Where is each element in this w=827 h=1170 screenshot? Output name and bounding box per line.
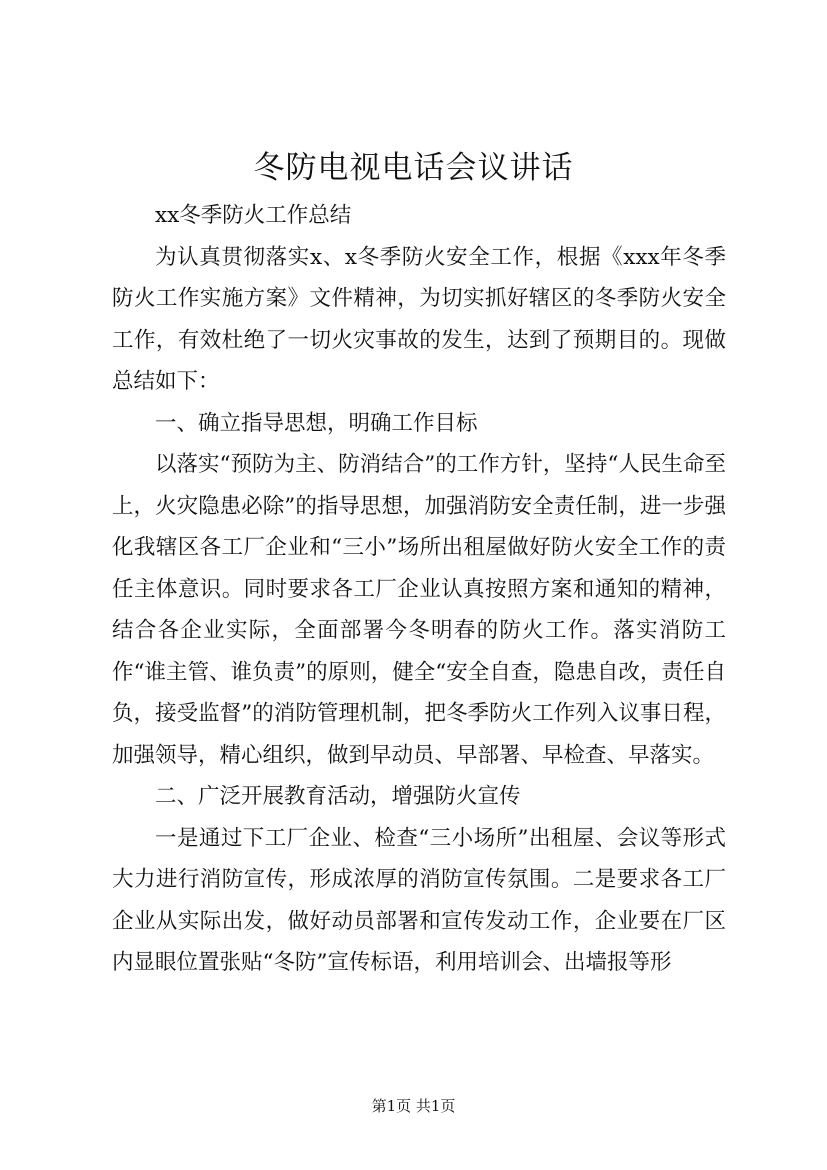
paragraph-intro: 为认真贯彻落实x、x冬季防火安全工作，根据《xxx年冬季防火工作实施方案》文件精神，为切实抓好辖区的冬季防火安全工作，有效杜绝了一切火灾事故的发生，达到了预期目的。现做总结如下： xyxy=(112,244,726,394)
paragraph-subtitle: xx冬季防火工作总结 xyxy=(155,203,352,228)
document-title: 冬防电视电话会议讲话 xyxy=(253,150,574,186)
document-body xyxy=(112,195,726,984)
page-number-footer: 第1页 共1页 xyxy=(371,1097,456,1115)
paragraph-section-2: 一是通过下工厂企业、检查“三小场所”出租屋、会议等形式大力进行消防宣传，形成浓厚的消防宣传氛围。二是要求各工厂企业从实际出发，做好动员部署和宣传发动工作，企业要在厂区内显眼位置张贴“冬防”宣传标语，利用培训会、出墙报等形 xyxy=(112,825,726,975)
section-heading-1: 一、确立指导思想，明确工作目标 xyxy=(155,410,478,436)
paragraph-section-1: 以落实“预防为主、防消结合”的工作方针，坚持“人民生命至上，火灾隐患必除”的指导思想，加强消防安全责任制，进一步强化我辖区各工厂企业和“三小”场所出租屋做好防火安全工作的责任主体意识。同时要求各工厂企业认真按照方案和通知的精神，结合各企业实际，全面部署今冬明春的防火工作。落实消防工作“谁主管、谁负责”的原则，健全“安全自查，隐患自改，责任自负，接受监督”的消防管理机制，把冬季防火工作列入议事日程，加强领导，精心组织，做到早动员、早部署、早检查、早落实。 xyxy=(112,452,726,768)
section-heading-2: 二、广泛开展教育活动，增强防火宣传 xyxy=(155,784,521,809)
